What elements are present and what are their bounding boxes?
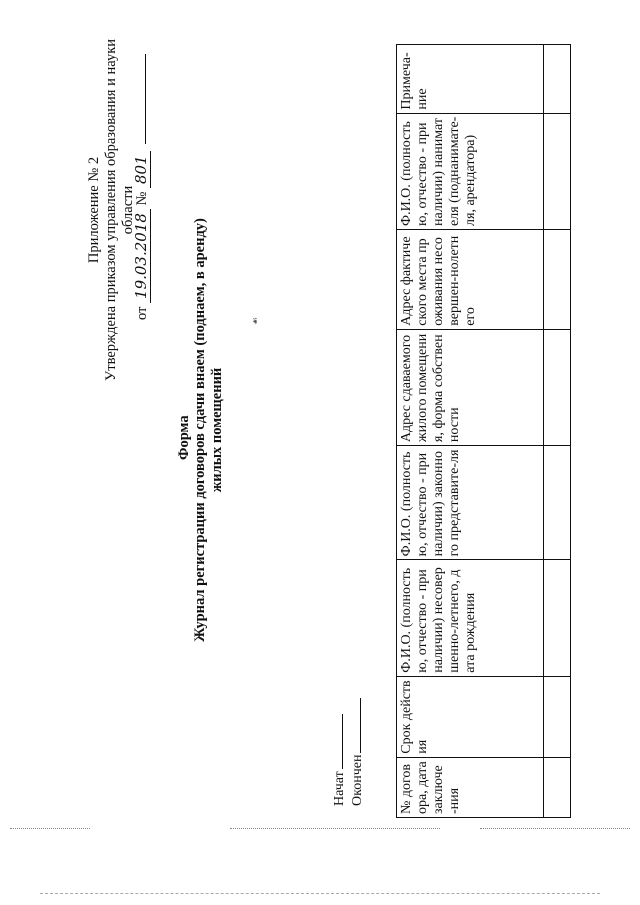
col-contract-number: № договора, дата заключе-ния	[397, 757, 544, 817]
col-minor-name: Ф.И.О. (полностью, отчество - при наличии) несовершенно-летнего, дата рождения	[397, 560, 544, 676]
document-title	[192, 150, 226, 710]
scan-noise	[40, 893, 600, 896]
rotated-sheet	[80, 20, 560, 820]
table-cell	[544, 329, 571, 445]
finished-line	[348, 698, 361, 753]
scan-noise	[230, 828, 440, 833]
appendix-number: Приложение № 2	[86, 156, 102, 264]
finished-field	[348, 698, 366, 806]
form-label: Форма	[176, 415, 192, 460]
order-underline	[133, 54, 146, 144]
journal-dates	[330, 698, 366, 806]
title-line-2: жилых помещений	[209, 367, 225, 493]
title-line-1: Журнал регистрации договоров сдачи внаем (поднаем, в аренду)	[192, 218, 208, 642]
col-note: Примеча-ние	[397, 45, 544, 114]
col-actual-address: Адрес фактического места проживания несовершен-нолетнего	[397, 229, 544, 329]
order-line	[132, 54, 151, 320]
finished-label: Окончен	[350, 754, 365, 806]
order-date: 19.03.2018	[132, 209, 151, 303]
appendix-block	[86, 20, 137, 400]
col-tenant-name: Ф.И.О. (полностью, отчество - при наличии) нанимателя (поднанимате-ля, арендатора)	[397, 113, 544, 229]
approved-line-1: Утверждена приказом управления образования и науки	[103, 39, 119, 381]
table-cell	[544, 113, 571, 229]
col-representative-name: Ф.И.О. (полностью, отчество - при наличии) законного представите-ля	[397, 446, 544, 560]
table-cell	[544, 676, 571, 757]
registration-table	[396, 44, 571, 818]
scan-noise	[480, 828, 630, 833]
order-from-label: от	[134, 306, 150, 320]
table-cell	[544, 229, 571, 329]
col-term: Срок действия	[397, 676, 544, 757]
table-header-row	[397, 45, 544, 818]
table-cell	[544, 45, 571, 114]
table-cell	[544, 560, 571, 676]
order-number: 801	[132, 151, 151, 188]
started-label: Начат	[332, 771, 347, 806]
started-line	[330, 714, 343, 769]
started-field	[330, 698, 348, 806]
col-rented-address: Адрес сдаваемого жилого помещения, форма собственности	[397, 329, 544, 445]
table-cell	[544, 757, 571, 817]
table-row	[544, 45, 571, 818]
approved-line-2: области	[120, 185, 136, 235]
stray-mark-icon: ☙	[250, 316, 260, 325]
table-cell	[544, 446, 571, 560]
scan-noise	[10, 828, 90, 833]
order-number-label: №	[134, 191, 150, 206]
